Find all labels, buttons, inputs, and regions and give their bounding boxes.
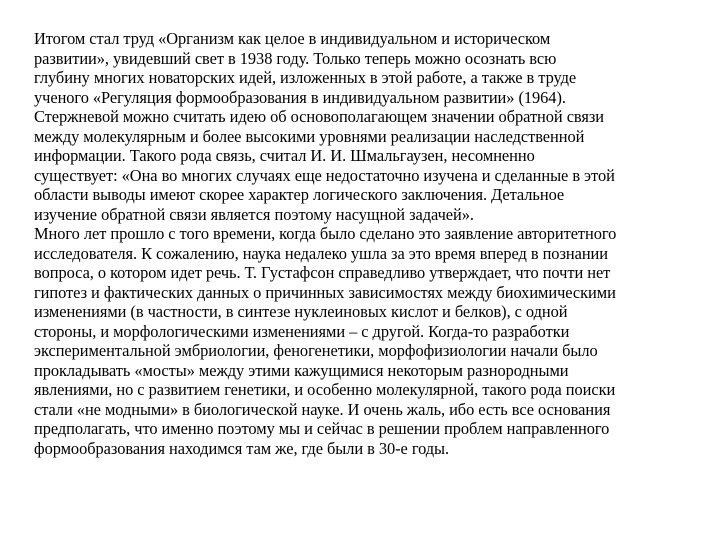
text-line: развитии», увидевший свет в 1938 году. Только теперь можно осознать всю bbox=[34, 48, 557, 68]
text-line: формообразования находимся там же, где были в 30-е годы. bbox=[34, 438, 450, 458]
text-line: экспериментальной эмбриологии, феногенетики, морфофизиологии начали было bbox=[34, 341, 598, 360]
text-line: прокладывать «мосты» между этими кажущимися некоторым разнородными bbox=[34, 360, 569, 380]
paragraph-text bbox=[34, 29, 696, 458]
text-line: вопроса, о котором идет речь. Т. Густафсон справедливо утверждает, что почти нет bbox=[34, 263, 611, 282]
text-line: Стержневой можно считать идею об основополагающем значении обратной связи bbox=[34, 107, 605, 126]
text-line: области выводы имеют скорее характер логического заключения. Детальное bbox=[34, 185, 565, 204]
text-line: изменениями (в частности, в синтезе нуклеиновых кислот и белков), с одной bbox=[34, 302, 568, 321]
text-line: изучение обратной связи является поэтому насущной задачей». bbox=[34, 204, 474, 224]
text-line: Итогом стал труд «Организм как целое в индивидуальном и историческом bbox=[34, 29, 551, 48]
text-line: информации. Такого рода связь, считал И. И. Шмальгаузен, несомненно bbox=[34, 146, 535, 165]
text-line: стороны, и морфологическими изменениями – с другой. Когда-то разработки bbox=[34, 321, 570, 341]
text-line: гипотез и фактических данных о причинных зависимостях между биохимическими bbox=[34, 282, 616, 302]
text-line: стали «не модными» в биологической науке. И очень жаль, ибо есть все основания bbox=[34, 399, 611, 419]
text-line: ученого «Регуляция формообразования в индивидуальном развитии» (1964). bbox=[34, 87, 566, 107]
text-line: явлениями, но с развитием генетики, и особенно молекулярной, такого рода поиски bbox=[34, 380, 616, 399]
text-line: глубину многих новаторских идей, изложенных в этой работе, а также в труде bbox=[34, 68, 577, 87]
text-line: существует: «Она во многих случаях еще недостаточно изучена и сделанные в этой bbox=[34, 165, 615, 185]
text-line: Много лет прошло с того времени, когда было сделано это заявление авторитетного bbox=[34, 224, 617, 243]
text-line: исследователя. К сожалению, наука недалеко ушла за это время вперед в познании bbox=[34, 243, 608, 263]
text-line: между молекулярным и более высокими уровнями реализации наследственной bbox=[34, 126, 585, 146]
text-line: предполагать, что именно поэтому мы и сейчас в решении проблем направленного bbox=[34, 419, 610, 438]
